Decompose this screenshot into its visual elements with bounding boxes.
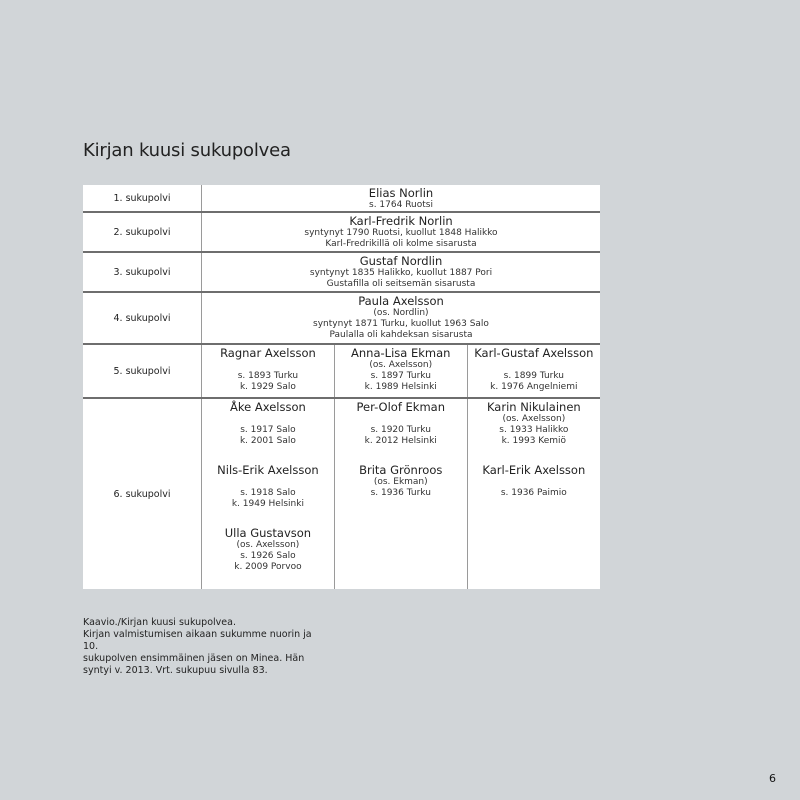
page-number: 6 (769, 772, 776, 785)
generation-cell (202, 185, 601, 212)
person-info: Gustafilla oli seitsemän sisarusta (326, 279, 476, 289)
person-info: (os. Nordlin) (373, 308, 429, 318)
person-died: k. 1976 Angelniemi (490, 382, 578, 392)
generation-label: 2. sukupolvi (113, 226, 171, 238)
person-died: k. 1993 Kemiö (501, 436, 567, 446)
generation-row-4 (83, 292, 600, 344)
person-cell (202, 344, 335, 398)
generation-label: 1. sukupolvi (113, 192, 171, 204)
person-born: s. 1893 Turku (237, 371, 299, 381)
generation-cell (202, 292, 601, 344)
person-maiden: (os. Axelsson) (369, 360, 433, 370)
person-name: Karl-Gustaf Axelsson (474, 346, 594, 360)
person-info: s. 1764 Ruotsi (369, 200, 433, 210)
generation-label: 4. sukupolvi (113, 312, 171, 324)
person-maiden: (os. Axelsson) (502, 414, 566, 424)
person-cell (334, 344, 467, 398)
person-born: s. 1920 Turku (370, 425, 431, 435)
person-died: k. 2001 Salo (239, 436, 296, 446)
generation-row-1 (83, 185, 600, 212)
person-name: Nils-Erik Axelsson (217, 463, 319, 477)
person-born: s. 1936 Turku (370, 488, 431, 498)
figure-caption (83, 617, 323, 677)
person-born: s. 1936 Paimio (500, 488, 567, 498)
person-info: Karl-Fredrikillä oli kolme sisarusta (325, 239, 477, 249)
person-born: s. 1933 Halikko (499, 425, 569, 435)
generation-label: 3. sukupolvi (113, 266, 171, 278)
generation-row-5 (83, 344, 600, 398)
caption-line: sukupolven ensimmäinen jäsen on Minea. Hän (83, 653, 305, 664)
person-info: syntynyt 1835 Halikko, kuollut 1887 Pori (309, 268, 493, 278)
generations-table (83, 185, 600, 589)
person-died: k. 2009 Porvoo (234, 562, 302, 572)
page-title: Kirjan kuusi sukupolvea (83, 140, 291, 161)
generation-label: 5. sukupolvi (113, 365, 171, 377)
person-born: s. 1918 Salo (240, 488, 296, 498)
person-name: Paula Axelsson (358, 294, 444, 308)
generation-row-3 (83, 252, 600, 292)
person-info: Paulalla oli kahdeksan sisarusta (329, 330, 473, 340)
person-name: Elias Norlin (368, 186, 434, 200)
person-died: k. 2012 Helsinki (364, 436, 437, 446)
person-info: syntynyt 1790 Ruotsi, kuollut 1848 Halikko (304, 228, 498, 238)
generation-label: 6. sukupolvi (113, 488, 171, 500)
generation-row-2 (83, 212, 600, 252)
person-died: k. 1949 Helsinki (231, 499, 304, 509)
person-name: Anna-Lisa Ekman (351, 346, 451, 360)
person-name: Ragnar Axelsson (220, 346, 316, 360)
person-name: Gustaf Nordlin (359, 254, 443, 268)
person-died: k. 1989 Helsinki (364, 382, 437, 392)
person-cell (467, 398, 600, 589)
generation-cell (202, 212, 601, 252)
person-cell (334, 398, 467, 589)
person-info: syntynyt 1871 Turku, kuollut 1963 Salo (313, 319, 489, 329)
person-maiden: (os. Axelsson) (236, 540, 300, 550)
caption-line: Kirjan valmistumisen aikaan sukumme nuorin ja 10. (83, 629, 312, 652)
person-born: s. 1899 Turku (503, 371, 564, 381)
caption-line: syntyi v. 2013. Vrt. sukupuu sivulla 83. (83, 665, 268, 676)
person-born: s. 1897 Turku (370, 371, 431, 381)
person-name: Åke Axelsson (230, 400, 306, 414)
caption-line: Kaavio./Kirjan kuusi sukupolvea. (83, 617, 236, 628)
person-name: Brita Grönroos (359, 463, 443, 477)
person-name: Karl-Erik Axelsson (482, 463, 586, 477)
person-name: Karl-Fredrik Norlin (349, 214, 453, 228)
generation-cell (202, 252, 601, 292)
person-died: k. 1929 Salo (239, 382, 296, 392)
person-name: Ulla Gustavson (224, 526, 312, 540)
person-cell (202, 398, 335, 589)
person-name: Per-Olof Ekman (356, 400, 445, 414)
person-maiden: (os. Ekman) (373, 477, 428, 487)
generation-row-6 (83, 398, 600, 589)
person-born: s. 1917 Salo (240, 425, 296, 435)
person-born: s. 1926 Salo (240, 551, 296, 561)
person-name: Karin Nikulainen (486, 400, 581, 414)
person-cell (467, 344, 600, 398)
